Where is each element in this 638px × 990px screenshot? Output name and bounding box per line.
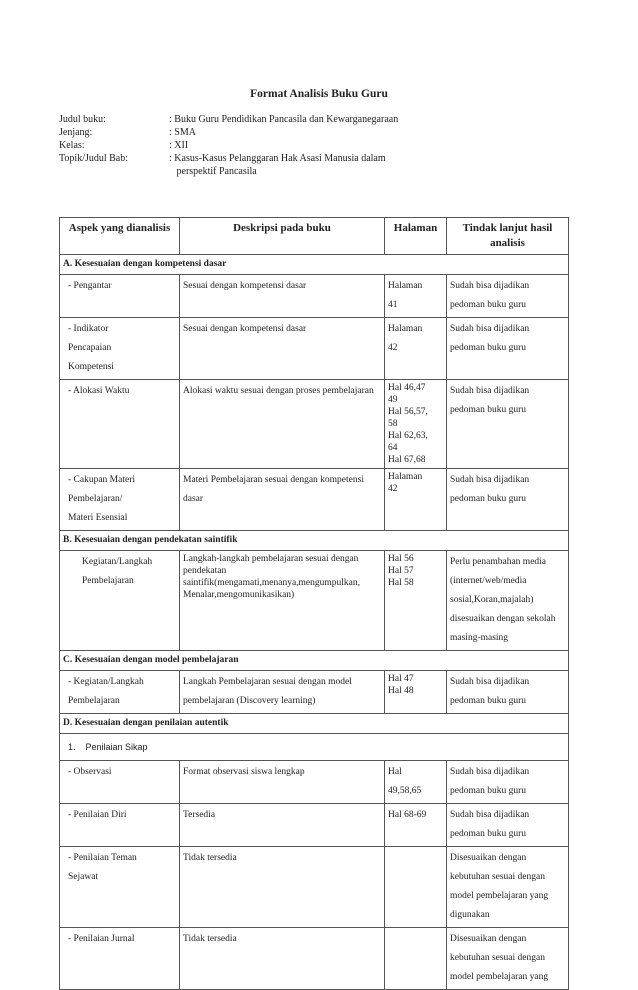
cell-tindak: Disesuaikan dengan kebutuhan sesuai dengan model pembelajaran yang [447, 928, 569, 990]
cell-halaman: Hal 56 Hal 57 Hal 58 [385, 551, 447, 651]
cell-aspek: - Observasi [60, 761, 180, 804]
table-row [60, 275, 569, 318]
document-title: Format Analisis Buku Guru [250, 88, 388, 100]
cell-deskripsi: Tidak tersedia [180, 928, 385, 990]
cell-tindak: Sudah bisa dijadikan pedoman buku guru [447, 380, 569, 469]
cell-deskripsi: Sesuai dengan kompetensi dasar [180, 275, 385, 318]
cell-halaman: Hal 68-69 [385, 804, 447, 847]
meta-value: : Kasus-Kasus Pelanggaran Hak Asasi Manusia dalam [169, 153, 386, 164]
cell-deskripsi: Sesuai dengan kompetensi dasar [180, 318, 385, 380]
meta-label [59, 165, 169, 178]
meta-row-topik-cont [59, 165, 469, 178]
cell-halaman: Hal 47 Hal 48 [385, 671, 447, 714]
meta-row-topik [59, 152, 469, 165]
cell-deskripsi: Tidak tersedia [180, 847, 385, 928]
cell-aspek: - Kegiatan/Langkah Pembelajaran [60, 671, 180, 714]
cell-tindak: Sudah bisa dijadikan pedoman buku guru [447, 671, 569, 714]
section-a: A. Kesesuaian dengan kompetensi dasar [60, 255, 569, 275]
table-row [60, 671, 569, 714]
book-metadata [59, 113, 469, 178]
cell-aspek: - Penilaian Diri [60, 804, 180, 847]
cell-halaman: Halaman 42 [385, 469, 447, 531]
cell-halaman [385, 928, 447, 990]
cell-deskripsi: Format observasi siswa lengkap [180, 761, 385, 804]
meta-label: Jenjang: [59, 127, 93, 138]
cell-aspek: - Cakupan Materi Pembelajaran/ Materi Esensial [60, 469, 180, 531]
header-halaman: Halaman [385, 218, 447, 255]
meta-value: : Buku Guru Pendidikan Pancasila dan Kewarganegaraan [169, 114, 399, 125]
header-aspek: Aspek yang dianalisis [60, 218, 180, 255]
cell-tindak: Sudah bisa dijadikan pedoman buku guru [447, 761, 569, 804]
cell-aspek: - Pengantar [60, 275, 180, 318]
cell-tindak: Sudah bisa dijadikan pedoman buku guru [447, 469, 569, 531]
cell-tindak: Disesuaikan dengan kebutuhan sesuai dengan model pembelajaran yang digunakan [447, 847, 569, 928]
cell-deskripsi: Langkah-langkah pembelajaran sesuai dengan pendekatan saintifik(mengamati,menanya,mengumpulkan, Menalar,mengomunikasikan) [180, 551, 385, 651]
cell-deskripsi: Tersedia [180, 804, 385, 847]
cell-tindak: Sudah bisa dijadikan pedoman buku guru [447, 275, 569, 318]
section-d: D. Kesesuaian dengan penilaian autentik [60, 714, 569, 734]
table-row [60, 928, 569, 990]
cell-deskripsi: Langkah Pembelajaran sesuai dengan model pembelajaran (Discovery learning) [180, 671, 385, 714]
table-row [60, 469, 569, 531]
table-row [60, 804, 569, 847]
table-row [60, 551, 569, 651]
table-row [60, 847, 569, 928]
section-b: B. Kesesuaian dengan pendekatan saintifik [60, 531, 569, 551]
meta-row-kelas [59, 139, 469, 152]
cell-aspek: Kegiatan/Langkah Pembelajaran [60, 551, 180, 651]
section-c: C. Kesesuaian dengan model pembelajaran [60, 651, 569, 671]
cell-aspek: - Alokasi Waktu [60, 380, 180, 469]
cell-aspek: - Penilaian Jurnal [60, 928, 180, 990]
cell-deskripsi: Materi Pembelajaran sesuai dengan kompetensi dasar [180, 469, 385, 531]
table-row [60, 761, 569, 804]
meta-row-judul [59, 113, 469, 126]
cell-tindak: Sudah bisa dijadikan pedoman buku guru [447, 804, 569, 847]
cell-halaman: Hal 49,58,65 [385, 761, 447, 804]
cell-aspek: - Indikator Pencapaian Kompetensi [60, 318, 180, 380]
subsection-penilaian-sikap: 1. Penilaian Sikap [60, 734, 569, 761]
meta-value: : XII [169, 140, 189, 151]
header-row [60, 218, 569, 255]
meta-label: Kelas: [59, 140, 85, 151]
header-deskripsi: Deskripsi pada buku [180, 218, 385, 255]
header-tindak-lanjut: Tindak lanjut hasil analisis [447, 218, 569, 255]
cell-halaman: Halaman 42 [385, 318, 447, 380]
cell-tindak: Perlu penambahan media (internet/web/media sosial,Koran,majalah) disesuaikan dengan sekolah masing-masing [447, 551, 569, 651]
cell-tindak: Sudah bisa dijadikan pedoman buku guru [447, 318, 569, 380]
meta-row-jenjang [59, 126, 469, 139]
cell-halaman: Hal 46,47 49 Hal 56,57, 58 Hal 62,63, 64 Hal 67,68 [385, 380, 447, 469]
meta-value: perspektif Pancasila [169, 166, 257, 177]
table-row [60, 318, 569, 380]
meta-value: : SMA [169, 127, 196, 138]
table-row [60, 380, 569, 469]
cell-aspek: - Penilaian Teman Sejawat [60, 847, 180, 928]
cell-halaman: Halaman 41 [385, 275, 447, 318]
meta-label: Judul buku: [59, 114, 106, 125]
meta-label: Topik/Judul Bab: [59, 153, 129, 164]
cell-deskripsi: Alokasi waktu sesuai dengan proses pembelajaran [180, 380, 385, 469]
cell-halaman [385, 847, 447, 928]
analysis-table [59, 217, 569, 990]
